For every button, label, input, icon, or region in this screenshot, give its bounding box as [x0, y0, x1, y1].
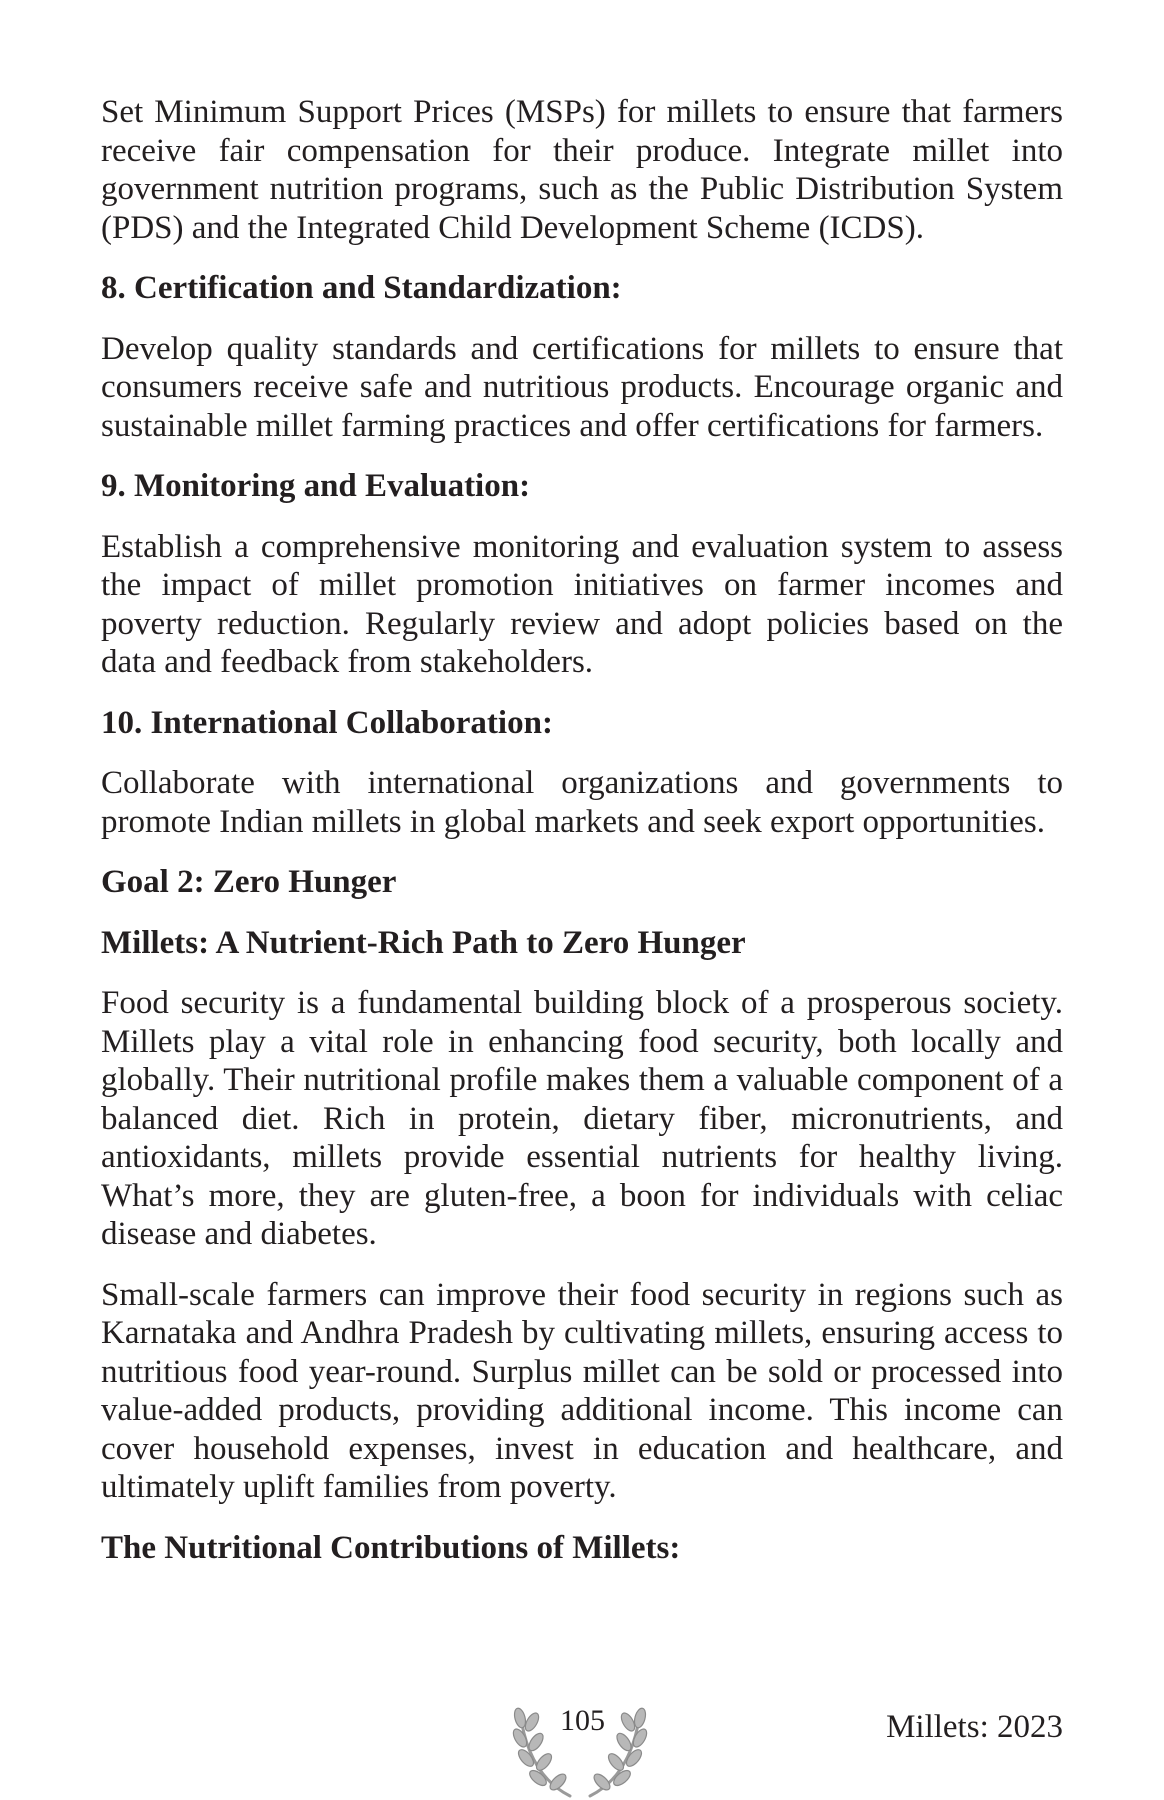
heading-certification: 8. Certification and Standardization: [101, 270, 622, 306]
heading-millets-path: Millets: A Nutrient-Rich Path to Zero Hunger [101, 924, 746, 961]
heading-monitoring: 9. Monitoring and Evaluation: [101, 468, 531, 504]
paragraph-international: Collaborate with international organizations and governments to promote Indian millets in global markets and seek export opportunities. [101, 765, 1063, 840]
paragraph-food-security: Food security is a fundamental building block of a prosperous society. Millets play a vital role in enhancing food security, both locally and globally. Their nutritional profile makes them a valuable component of a balanced diet. Rich in protein, dietary fiber, micronutrients, and antioxidants, millets provide essential nutrients for healthy living. What’s more, they are gluten-free, a boon for individuals with celiac disease and diabetes. [101, 985, 1063, 1252]
page-number: 105 [560, 1704, 605, 1737]
heading-international: 10. International Collaboration: [101, 704, 553, 741]
paragraph-msp: Set Minimum Support Prices (MSPs) for millets to ensure that farmers receive fair compensation for their produce. Integrate millet into government nutrition programs, such as the Public Distribution System (PDS) and the Integrated Child Development Scheme (ICDS). [101, 94, 1063, 246]
heading-nutritional-contributions: The Nutritional Contributions of Millets: [101, 1529, 681, 1566]
page-body [101, 93, 1063, 1589]
paragraph-monitoring: Establish a comprehensive monitoring and evaluation system to assess the impact of millet promotion initiatives on farmer incomes and poverty reduction. Regularly review and adopt policies based on the data and feedback from stakeholders. [101, 528, 1063, 680]
running-title: Millets: 2023 [886, 1709, 1063, 1745]
heading-goal-2: Goal 2: Zero Hunger [101, 864, 397, 900]
page-footer [0, 1700, 1164, 1800]
paragraph-small-scale-farmers: Small-scale farmers can improve their food security in regions such as Karnataka and Andhra Pradesh by cultivating millets, ensuring access to nutritious food year-round. Surplus millet can be sold or processed into value-added products, providing additional income. This income can cover household expenses, invest in education and healthcare, and ultimately uplift families from poverty. [101, 1276, 1063, 1505]
paragraph-certification: Develop quality standards and certifications for millets to ensure that consumers receive safe and nutritious products. Encourage organic and sustainable millet farming practices and offer certifications for farmers. [101, 330, 1063, 444]
